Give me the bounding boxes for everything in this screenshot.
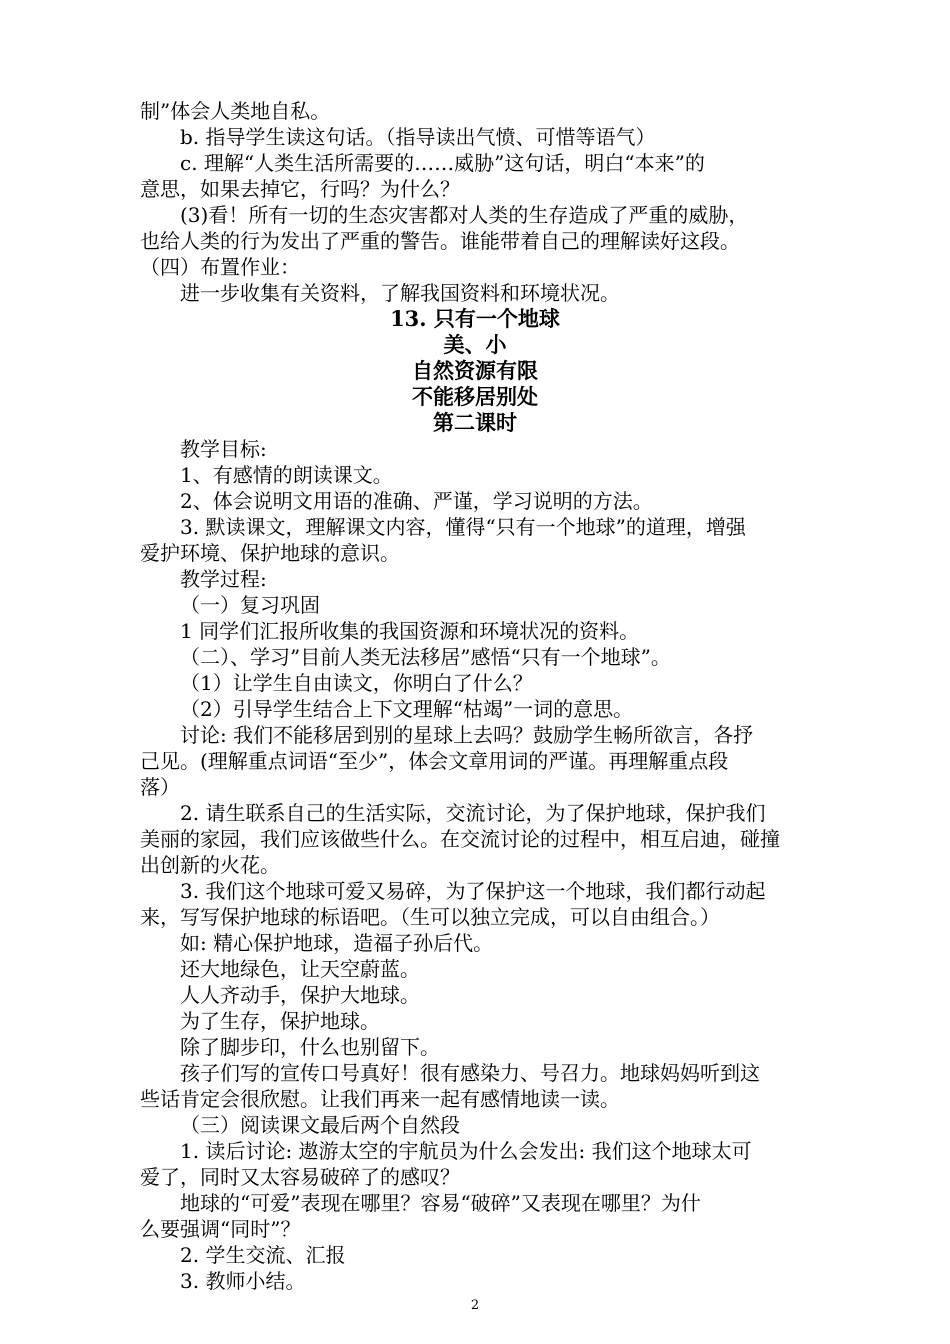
text-line: 2. 请生联系自己的生活实际，交流讨论，为了保护地球，保护我们: [180, 801, 766, 825]
text-line: 进一步收集有关资料，了解我国资料和环境状况。: [180, 281, 620, 305]
text-line: 2. 学生交流、汇报: [180, 1243, 346, 1267]
text-line: 意思，如果去掉它，行吗？为什么？: [140, 177, 460, 201]
text-line: 落）: [140, 775, 180, 799]
text-line: 些话肯定会很欣慰。让我们再来一起有感情地读一读。: [140, 1087, 620, 1111]
text-line: （二）、学习”目前人类无法移居”感悟“只有一个地球”。: [180, 645, 671, 669]
text-line: 1、有感情的朗读课文。: [180, 463, 393, 487]
text-line: b. 指导学生读这句话。（指导读出气愤、可惜等语气）: [180, 125, 656, 149]
board-heading: 美、小: [443, 332, 507, 357]
page-number: 2: [470, 1298, 480, 1313]
text-line: 1. 读后讨论: 遨游太空的宇航员为什么会发出: 我们这个地球太可: [180, 1139, 752, 1163]
text-line: 2、体会说明文用语的准确、严谨，学习说明的方法。: [180, 489, 653, 513]
text-line: (3)看！所有一切的生态灾害都对人类的生存造成了严重的威胁，: [180, 203, 749, 227]
text-line: 孩子们写的宣传口号真好！很有感染力、号召力。地球妈妈听到这: [180, 1061, 760, 1085]
board-heading: 不能移居别处: [412, 384, 538, 409]
text-line: 爱护环境、保护地球的意识。: [140, 541, 400, 565]
text-line: 美丽的家园，我们应该做些什么。在交流讨论的过程中，相互启迪，碰撞: [140, 827, 780, 851]
text-line: 爱了，同时又太容易破碎了的感叹？: [140, 1165, 460, 1189]
text-line: 制”体会人类地自私。: [140, 99, 331, 123]
text-line: 除了脚步印，什么也别留下。: [180, 1035, 440, 1059]
text-line: 出创新的火花。: [140, 853, 280, 877]
section-heading: （三）阅读课文最后两个自然段: [180, 1113, 460, 1137]
text-line: 为了生存，保护地球。: [180, 1009, 380, 1033]
text-line: 1 同学们汇报所收集的我国资源和环境状况的资料。: [180, 619, 640, 643]
lesson-title: 13. 只有一个地球: [390, 306, 560, 331]
text-line: c. 理解“人类生活所需要的……威胁”这句话，明白“本来”的: [180, 151, 705, 175]
section-heading: 教学目标:: [180, 437, 267, 461]
text-line: 还大地绿色，让天空蔚蓝。: [180, 957, 420, 981]
text-line: 讨论: 我们不能移居到别的星球上去吗？鼓励学生畅所欲言，各抒: [180, 723, 754, 747]
text-line: 己见。(理解重点词语“至少”，体会文章用词的严谨。再理解重点段: [140, 749, 729, 773]
text-line: （一）复习巩固: [180, 593, 320, 617]
text-line: （1）让学生自由读文，你明白了什么？: [180, 671, 533, 695]
text-line: 也给人类的行为发出了严重的警告。谁能带着自己的理解读好这段。: [140, 229, 740, 253]
text-line: 人人齐动手，保护大地球。: [180, 983, 420, 1007]
text-line: 3. 我们这个地球可爱又易碎，为了保护这一个地球，我们都行动起: [180, 879, 766, 903]
section-heading: （四）布置作业：: [140, 255, 300, 279]
text-line: 来，写写保护地球的标语吧。（生可以独立完成，可以自由组合。）: [140, 905, 720, 929]
text-line: 地球的“可爱”表现在哪里？容易“破碎”又表现在哪里？为什: [180, 1191, 701, 1215]
text-line: 如: 精心保护地球，造福子孙后代。: [180, 931, 494, 955]
text-line: 3. 教师小结。: [180, 1269, 306, 1293]
text-line: 么要强调“同时”？: [140, 1217, 301, 1241]
text-line: （2）引导学生结合上下文理解“枯竭”一词的意思。: [180, 697, 634, 721]
lesson-period: 第二课时: [433, 410, 517, 435]
board-heading: 自然资源有限: [412, 358, 538, 383]
section-heading: 教学过程:: [180, 567, 267, 591]
text-line: 3. 默读课文，理解课文内容，懂得“只有一个地球”的道理，增强: [180, 515, 746, 539]
